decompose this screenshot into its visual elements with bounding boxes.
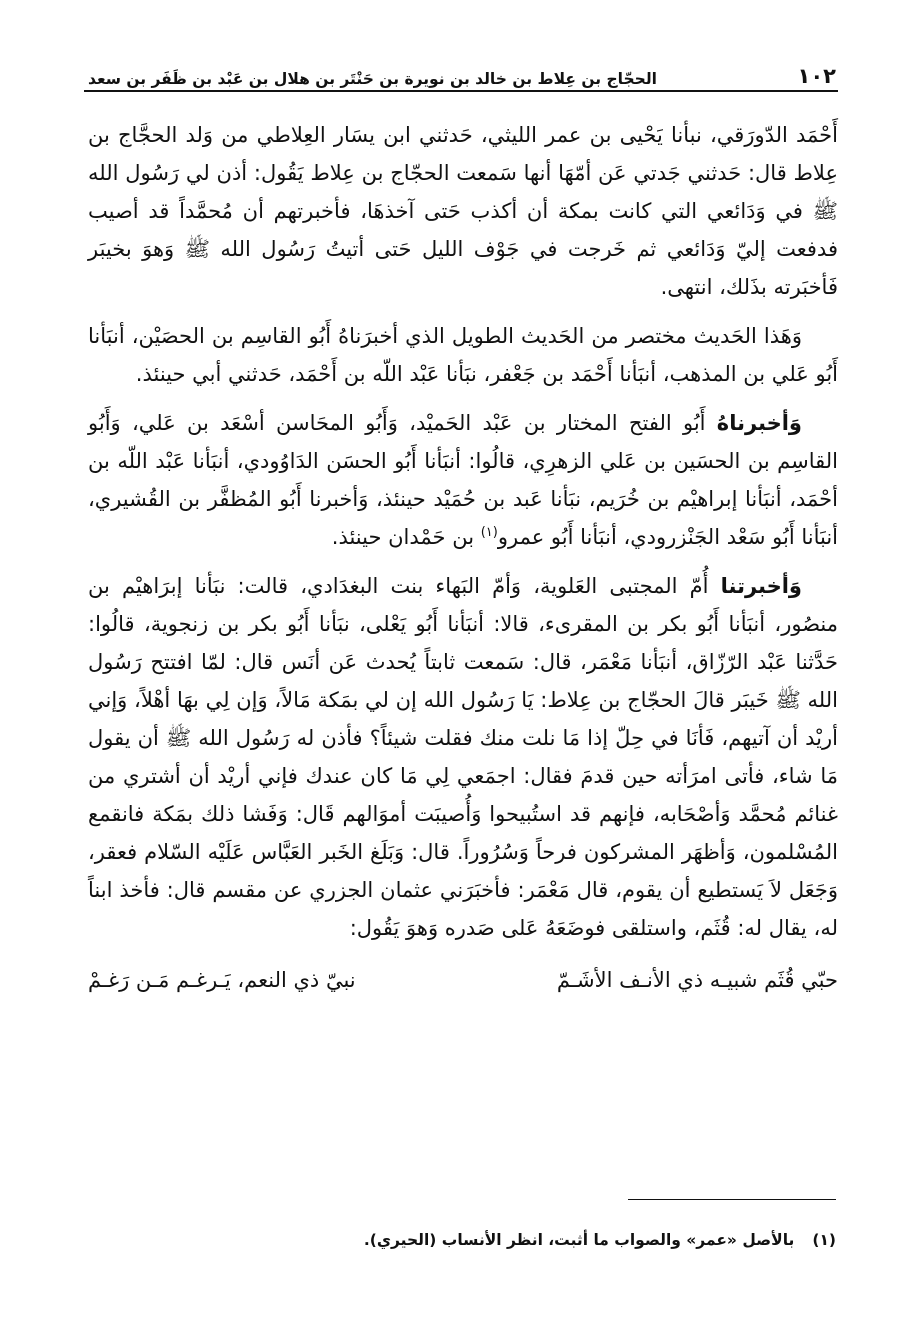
footnote-text: بالأصل «عمر» والصواب ما أثبت، انظر الأنساب (الحيري). [363, 1231, 795, 1249]
header-rule [84, 90, 838, 92]
paragraph-3-text: أَبُو الفتح المختار بن عَبْد الحَميْد، وَأَبُو المحَاسن أسْعَد بن عَلي، وَأَبُو القاسِم بن الحسَين بن عَلي الزهرِي، قالُوا: أنبَأنا أَبُو الحسَن الدَاوُودي، أنبَأنا عَبْد اللّه بن أحْمَد، أنبَأنا إبراهيْم بن خُرَيم، نبَأنا عَبد بن حُمَيْد حينئذ، وَأخبرنا أَبُو المُظفَّر بن القُشيري، أنبَأنا أَبُو سَعْد الجَنْزرودي، أنبَأنا أَبُو عمرو [88, 411, 838, 549]
footnote-number: (١) [812, 1231, 836, 1249]
page-number: ١٠٢ [797, 64, 836, 88]
paragraph-3-end: بن حَمْدان حينئذ. [331, 525, 481, 549]
verse-hemistich-left: نبيّ ذي النعم، يَـرغـم مَـن رَغـمْ [88, 968, 356, 992]
verse-line [88, 961, 838, 999]
footnote [88, 1226, 836, 1254]
paragraph-4-text: أُمّ المجتبى العَلوية، وَأمّ البَهاء بنت البغدَادي، قالت: نبَأنا إبرَاهيْم بن منصُور، أنبَأنا أَبُو بكر بن المقرىء، قالا: أنبَأنا أَبُو يَعْلى، نبَأنا أَبُو بكر بن زنجوية، قالُوا: حَدَّثنا عَبْد الرّزّاق، أنبَأنا مَعْمَر، قال: سَمعت ثابتاً يُحدث عَن أنَس قال: لمّا افتتح رَسُول الله ﷺ خَيبَر قالَ الحجّاج بن عِلاط: يَا رَسُول الله إن لي بمَكة مَالاً، وَإن لِي بهَا أهْلاً، وَإني أريْد أن آتيهم، فَأنَا في حِلّ إذا مَا نلت منك فقلت شيئاً؟ فأذن له رَسُول الله ﷺ أن يقول مَا شاء، فأتى امرَأته حين قدمَ فقال: اجمَعي لِي مَا كان عندك فإني أريْد أن أشتري من غنائم مُحمَّد وَأصْحَابه، فإنهم قد استُبيحوا وَأُصيبَت أموَالهم قَال: وَفَشا ذلك بمَكة فانقمع المُسْلمون، وَأظهَر المشركون فرحاً وَسُرُوراً. قال: وَبَلَغ الخَبر العَبَّاس عَلَيْه السّلام فعقر، وَجَعَل لاَ يَستطيع أن يقوم، قال مَعْمَر: فأخبَرَني عثمان الجزري عن مقسم قال: فأخذ ابناً له، يقال له: قُثَم، واستلقى فوضَعَهُ عَلى صَدره وَهوَ يَقُول: [88, 574, 838, 940]
footnote-rule [628, 1199, 836, 1200]
paragraph-3 [88, 404, 838, 556]
footnote-reference[interactable]: (١) [480, 525, 498, 540]
verse-hemistich-right: حبّي قُثَم شبيـه ذي الأنـف الأشَـمّ [556, 968, 838, 992]
running-title: الحجّاج بن عِلاط بن خالد بن نويرة بن حَنْتَر بن هلال بن عَبْد بن ظَفَر بن سعد [88, 70, 657, 88]
paragraph-3-lead: وَأخبرناهُ [716, 411, 802, 435]
paragraph-4 [88, 567, 838, 947]
main-text [88, 116, 838, 999]
paragraph-1: أَحْمَد الدّورَقي، نبأنا يَحْيى بن عمر الليثي، حَدثني ابن يسَار العِلاطي من وَلد الحجَّاج بن عِلاط قال: حَدثني جَدتي عَن أمّهَا أنها سَمعت الحجّاج بن عِلاط يَقُول: أذن لي رَسُول الله ﷺ في وَدَائعي التي كانت بمكة أن أكذب حَتى آخذهَا، فأخبرتهم أن مُحمَّداً قد أصيب فدفعت إليّ وَدَائعي ثم خَرجت في جَوْف الليل حَتى أتيتُ رَسُول الله ﷺ وَهوَ بخيبَر فَأخبَرته بذَلك، انتهى. [88, 123, 838, 299]
running-header [88, 52, 836, 88]
paragraph-2: وَهَذا الحَديث مختصر من الحَديث الطويل الذي أخبرَناهُ أَبُو القاسِم بن الحصَيْن، أنبَأنا أَبُو عَلي بن المذهب، أنبَأنا أَحْمَد بن جَعْفر، نبَأنا عَبْد اللّه بن أَحْمَد، حَدثني أبي حينئذ. [88, 324, 838, 386]
paragraph-4-lead: وَأخبرتنا [720, 574, 802, 598]
